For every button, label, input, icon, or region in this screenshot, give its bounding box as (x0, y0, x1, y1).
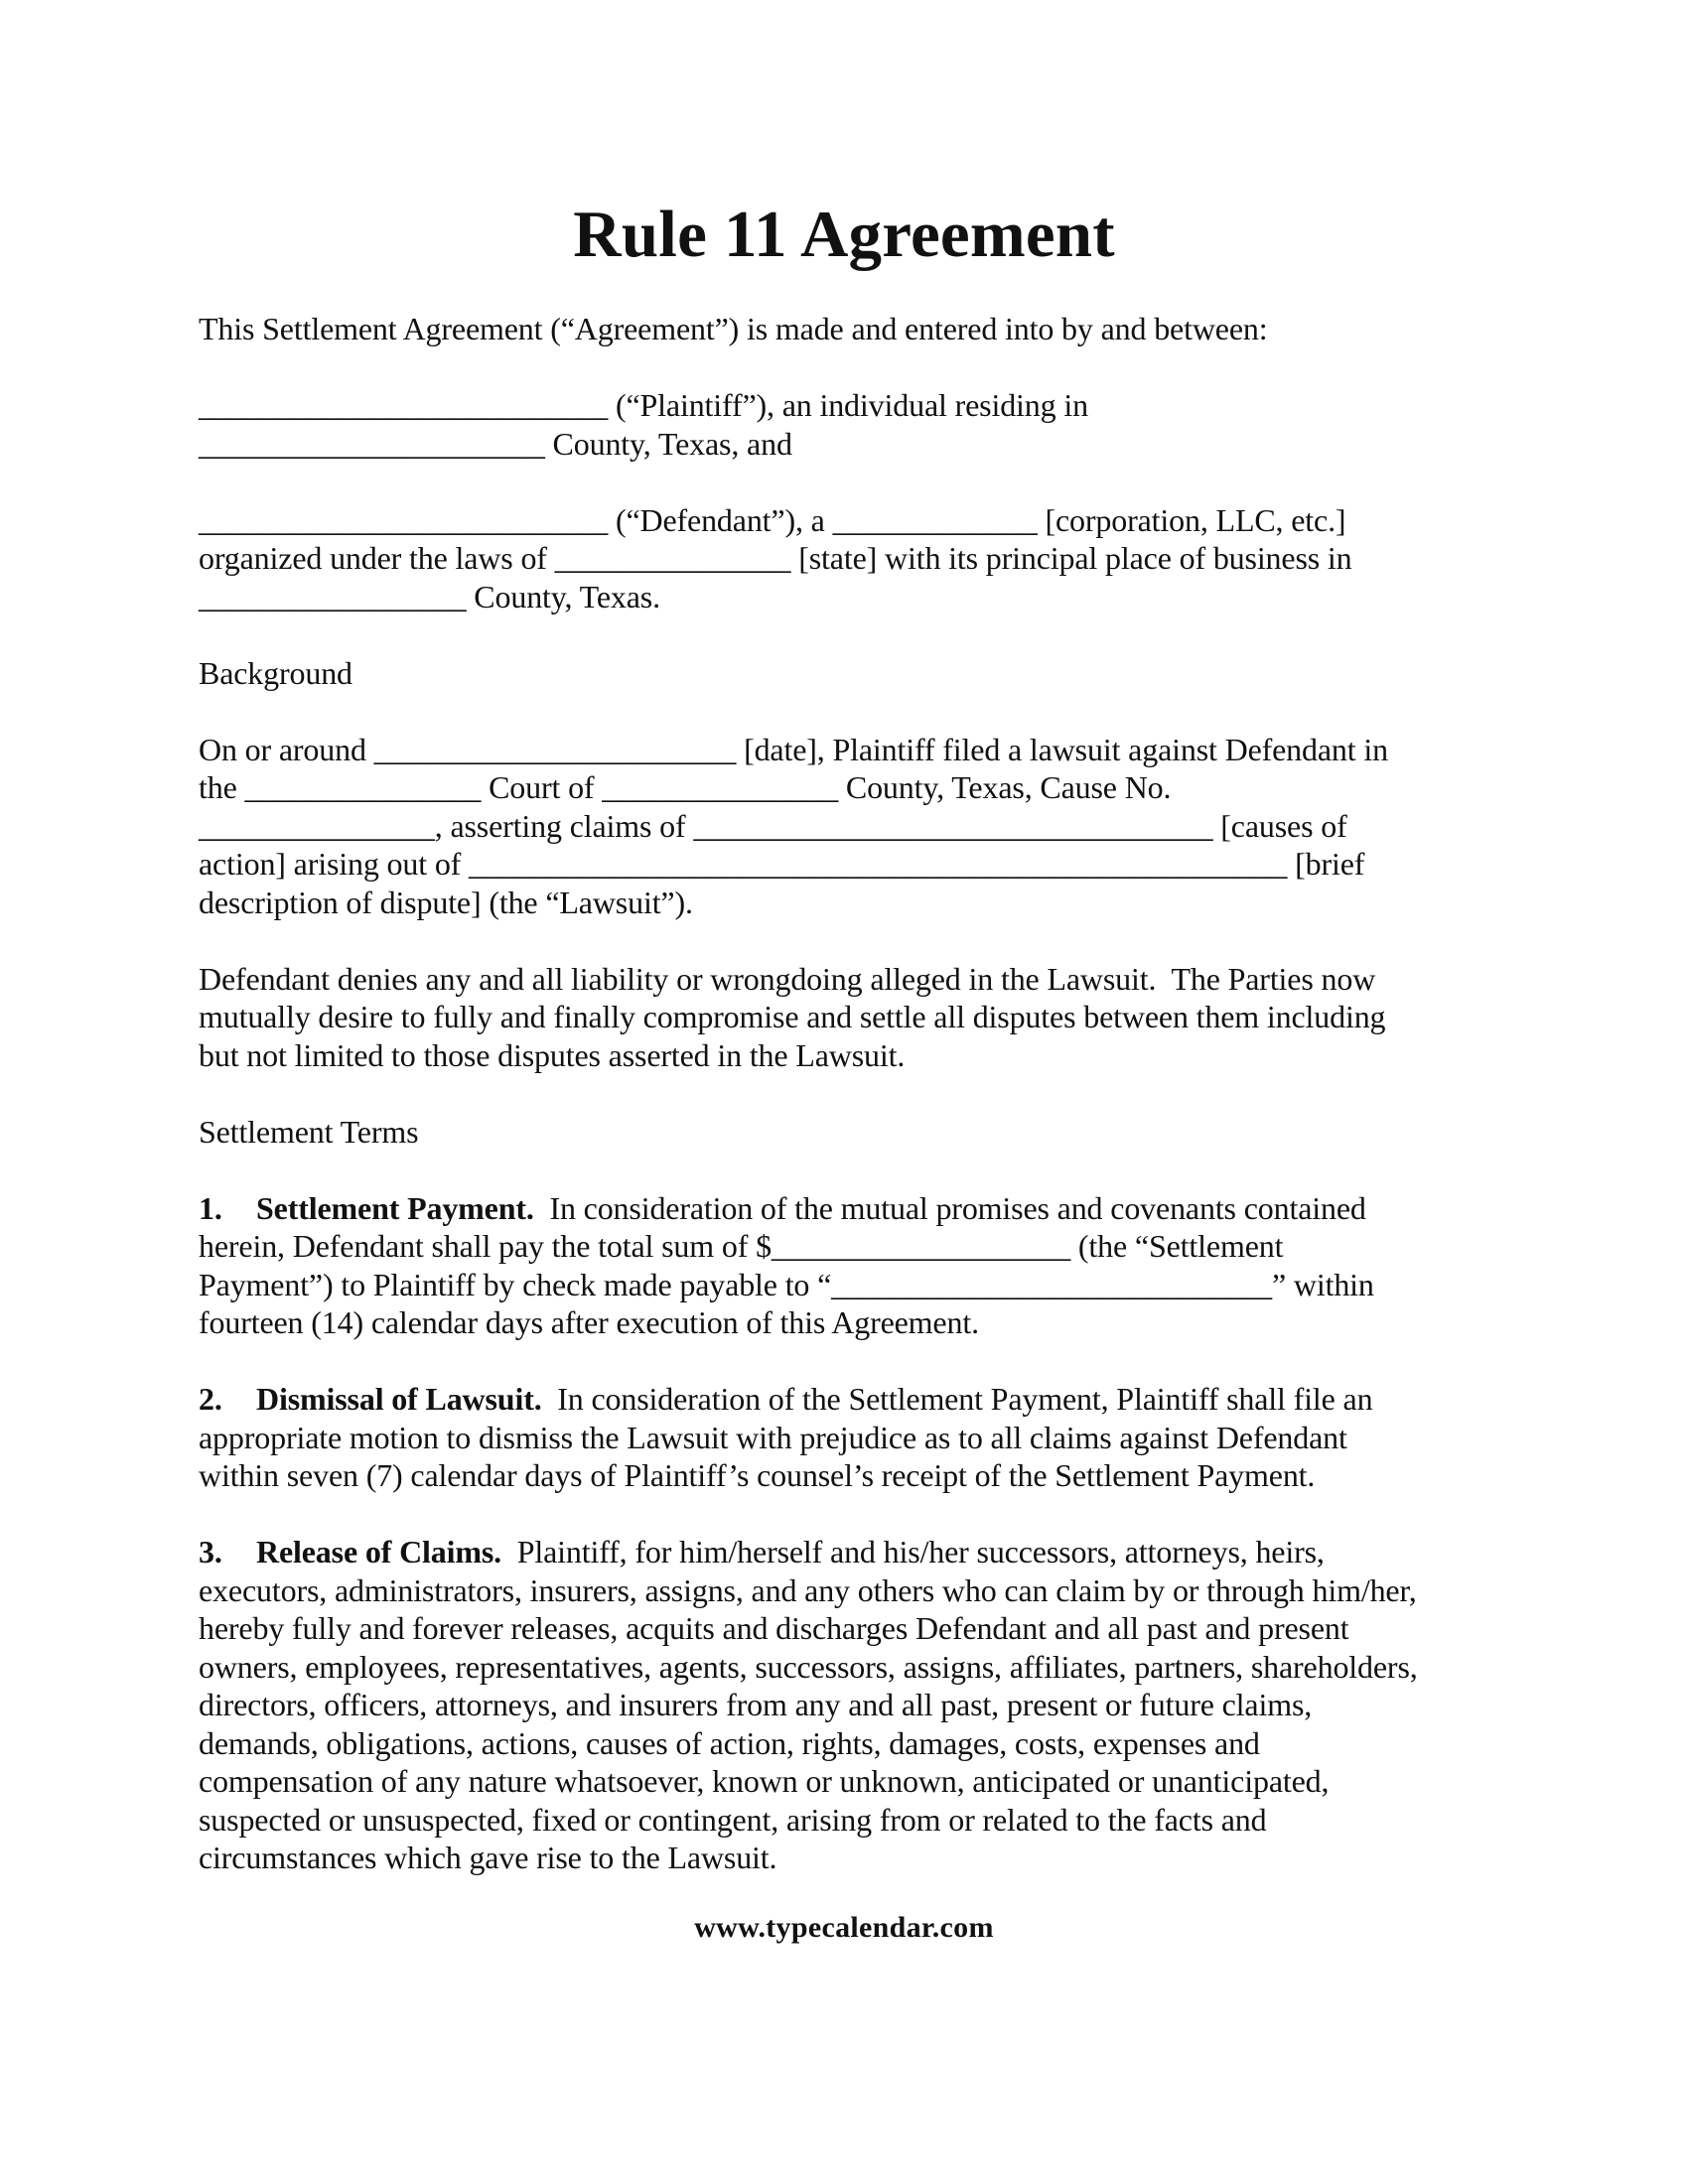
term-text: In consideration of the Settlement Payment, Plaintiff shall file an (557, 1381, 1373, 1417)
background-line: the _______________ Court of _______________ County, Texas, Cause No. (199, 769, 1172, 805)
term-line: directors, officers, attorneys, and insurers from any and all past, present or future claims, (199, 1687, 1313, 1722)
defendant-paragraph (199, 501, 1509, 616)
term-line: fourteen (14) calendar days after execution of this Agreement. (199, 1304, 979, 1340)
defendant-line: _________________ County, Texas. (199, 578, 660, 614)
term-line: hereby fully and forever releases, acquits and discharges Defendant and all past and present (199, 1610, 1349, 1646)
term-text: In consideration of the mutual promises and covenants contained (549, 1189, 1366, 1226)
term-first-line (199, 1189, 1509, 1228)
denial-line: Defendant denies any and all liability or wrongdoing alleged in the Lawsuit. The Parties now (199, 960, 1376, 997)
plaintiff-line: ______________________ County, Texas, and (199, 425, 792, 462)
page-title: Rule 11 Agreement (573, 198, 1115, 271)
term-release-of-claims (199, 1533, 1509, 1877)
term-line: Payment”) to Plaintiff by check made payable to “____________________________” within (199, 1266, 1374, 1302)
defendant-line: __________________________ (“Defendant”), a _____________ [corporation, LLC, etc.] (199, 501, 1346, 538)
term-number: 2. (199, 1381, 222, 1417)
term-title: Release of Claims. (256, 1534, 502, 1570)
footer-website: www.typecalendar.com (694, 1911, 994, 1944)
term-first-line (199, 1533, 1509, 1571)
term-line: suspected or unsuspected, fixed or contingent, arising from or related to the facts and (199, 1801, 1267, 1838)
term-line: appropriate motion to dismiss the Lawsuit with prejudice as to all claims against Defendant (199, 1419, 1347, 1455)
background-line: On or around _______________________ [date], Plaintiff filed a lawsuit against Defendant in (199, 731, 1388, 767)
term-title: Settlement Payment. (256, 1189, 534, 1226)
denial-line: but not limited to those disputes asserted in the Lawsuit. (199, 1036, 906, 1073)
intro-paragraph: This Settlement Agreement (“Agreement”) is made and entered into by and between: (199, 311, 1268, 346)
background-line: _______________, asserting claims of _________________________________ [causes of (199, 807, 1347, 844)
term-number: 1. (199, 1189, 222, 1226)
term-dismissal-of-lawsuit (199, 1380, 1509, 1495)
term-number: 3. (199, 1534, 222, 1570)
term-title: Dismissal of Lawsuit. (256, 1381, 542, 1417)
denial-line: mutually desire to fully and finally compromise and settle all disputes between them including (199, 999, 1386, 1034)
term-line: herein, Defendant shall pay the total sum of $___________________ (the “Settlement (199, 1228, 1284, 1264)
background-heading: Background (199, 654, 352, 691)
background-line: action] arising out of ____________________________________________________ [brief (199, 846, 1365, 882)
term-line: demands, obligations, actions, causes of action, rights, damages, costs, expenses and (199, 1724, 1260, 1761)
plaintiff-paragraph (199, 386, 1509, 463)
term-line: owners, employees, representatives, agents, successors, assigns, affiliates, partners, shareholders, (199, 1648, 1418, 1685)
defendant-line: organized under the laws of _______________ [state] with its principal place of business in (199, 540, 1352, 576)
term-settlement-payment (199, 1189, 1509, 1342)
term-line: within seven (7) calendar days of Plaintiff’s counsel’s receipt of the Settlement Payment. (199, 1457, 1316, 1493)
settlement-terms-heading: Settlement Terms (199, 1113, 419, 1150)
term-line: compensation of any nature whatsoever, known or unknown, anticipated or unanticipated, (199, 1763, 1330, 1799)
term-first-line (199, 1380, 1509, 1419)
background-paragraph (199, 731, 1509, 922)
agreement-body (199, 310, 1509, 1915)
background-line: description of dispute] (the “Lawsuit”). (199, 884, 693, 920)
plaintiff-line: __________________________ (“Plaintiff”), an individual residing in (199, 387, 1088, 423)
denial-paragraph (199, 960, 1509, 1075)
term-text: Plaintiff, for him/herself and his/her successors, attorneys, heirs, (516, 1534, 1325, 1570)
term-line: circumstances which gave rise to the Lawsuit. (199, 1840, 777, 1875)
term-line: executors, administrators, insurers, assigns, and any others who can claim by or through him/her, (199, 1571, 1417, 1608)
